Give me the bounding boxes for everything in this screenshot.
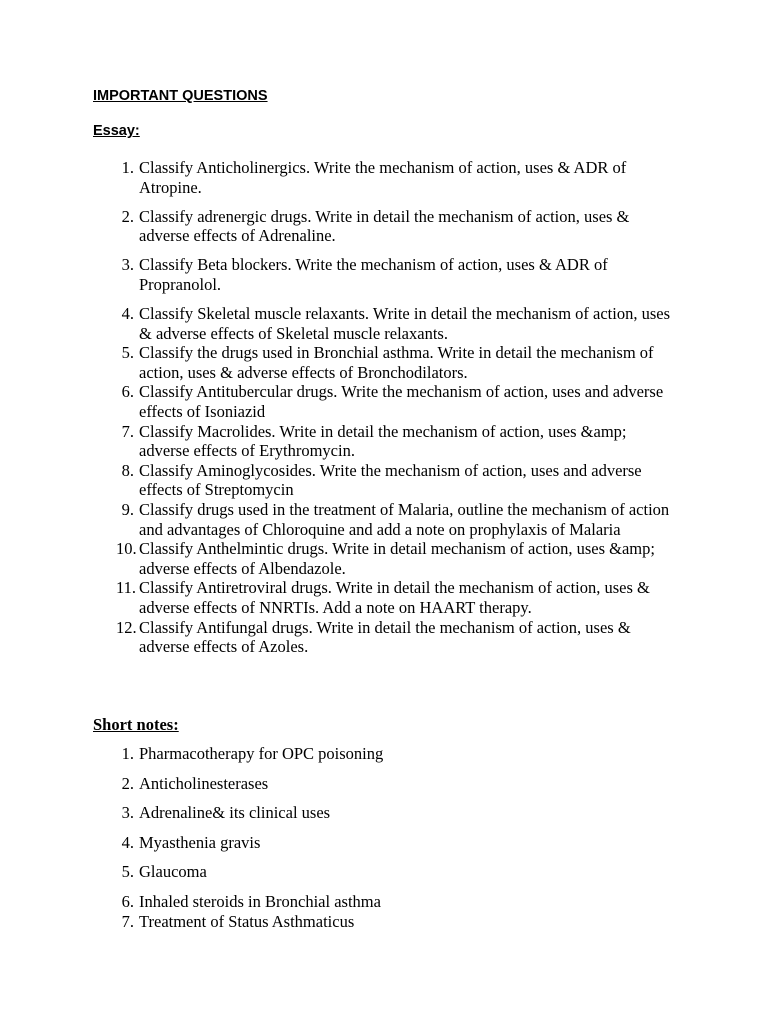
- item-number: 3.: [121, 255, 134, 275]
- item-number: 1.: [121, 158, 134, 177]
- essay-question-item: [0, 539, 679, 578]
- item-text: Classify Antitubercular drugs. Write the mechanism of action, uses and adverse effects of Isoniazid: [139, 382, 664, 422]
- short-note-item: [0, 862, 679, 882]
- item-text: Classify Macrolides. Write in detail the mechanism of action, uses &amp; adverse effects of Erythromycin.: [139, 421, 627, 461]
- essay-question-item: [0, 578, 679, 617]
- essay-question-item: [0, 382, 679, 421]
- item-number: 1.: [121, 744, 134, 763]
- essay-question-list: [0, 158, 679, 657]
- essay-question-item: [0, 304, 679, 343]
- short-notes-heading: Short notes:: [93, 715, 179, 734]
- item-text: Classify Aminoglycosides. Write the mechanism of action, uses and adverse effects of Streptomycin: [139, 460, 642, 500]
- item-text: Classify Beta blockers. Write the mechanism of action, uses & ADR of Propranolol.: [139, 255, 608, 294]
- page-title: IMPORTANT QUESTIONS: [93, 88, 268, 104]
- essay-question-item: [0, 343, 679, 382]
- item-text: Adrenaline& its clinical uses: [139, 803, 331, 823]
- item-number: 3.: [121, 803, 134, 823]
- item-number: 6.: [121, 382, 134, 402]
- item-text: Classify Antifungal drugs. Write in detail the mechanism of action, uses & adverse effects of Azoles.: [139, 617, 631, 657]
- item-text: Classify Skeletal muscle relaxants. Write in detail the mechanism of action, uses & adverse effects of Skeletal muscle relaxants.: [139, 304, 671, 343]
- item-text: Pharmacotherapy for OPC poisoning: [139, 744, 384, 763]
- essay-question-item: [0, 500, 679, 539]
- item-number: 4.: [121, 832, 134, 852]
- essay-question-item: [0, 422, 679, 461]
- item-number: 5.: [121, 343, 134, 363]
- item-number: 4.: [121, 304, 134, 324]
- item-text: Classify the drugs used in Bronchial asthma. Write in detail the mechanism of action, uses & adverse effects of Bronchodilators.: [139, 343, 654, 382]
- item-text: Classify adrenergic drugs. Write in detail the mechanism of action, uses & adverse effects of Adrenaline.: [139, 206, 630, 246]
- item-number: 8.: [121, 460, 134, 480]
- essay-question-item: [0, 618, 679, 657]
- item-number: 11.: [116, 578, 137, 598]
- short-note-item: [0, 912, 679, 932]
- item-text: Classify Antiretroviral drugs. Write in detail the mechanism of action, uses & adverse effects of NNRTIs. Add a note on HAART therapy.: [139, 578, 650, 617]
- short-note-item: [0, 892, 679, 912]
- item-text: Treatment of Status Asthmaticus: [139, 911, 355, 931]
- essay-question-item: [0, 207, 679, 246]
- item-text: Glaucoma: [139, 862, 207, 882]
- item-text: Classify drugs used in the treatment of Malaria, outline the mechanism of action and advantages of Chloroquine and add a note on prophylaxis of Malaria: [139, 500, 670, 539]
- essay-question-item: [0, 255, 679, 294]
- item-number: 2.: [121, 773, 134, 793]
- item-text: Anticholinesterases: [139, 773, 269, 793]
- item-number: 9.: [121, 500, 134, 519]
- short-note-item: [0, 803, 679, 823]
- item-text: Inhaled steroids in Bronchial asthma: [139, 891, 381, 911]
- item-number: 5.: [121, 862, 134, 882]
- essay-question-item: [0, 158, 679, 197]
- item-number: 2.: [121, 206, 134, 226]
- item-number: 7.: [121, 421, 134, 441]
- item-number: 6.: [121, 891, 134, 911]
- item-number: 7.: [121, 911, 134, 931]
- item-number: 10.: [116, 539, 137, 559]
- short-note-item: [0, 744, 679, 764]
- item-text: Classify Anthelmintic drugs. Write in detail mechanism of action, uses &amp; adverse effects of Albendazole.: [139, 539, 655, 578]
- short-notes-list: [0, 744, 679, 931]
- item-text: Classify Anticholinergics. Write the mechanism of action, uses & ADR of Atropine.: [139, 158, 627, 197]
- item-text: Myasthenia gravis: [139, 832, 261, 852]
- short-note-item: [0, 774, 679, 794]
- essay-question-item: [0, 461, 679, 500]
- short-note-item: [0, 833, 679, 853]
- essay-heading: Essay:: [93, 123, 140, 139]
- item-number: 12.: [116, 617, 137, 637]
